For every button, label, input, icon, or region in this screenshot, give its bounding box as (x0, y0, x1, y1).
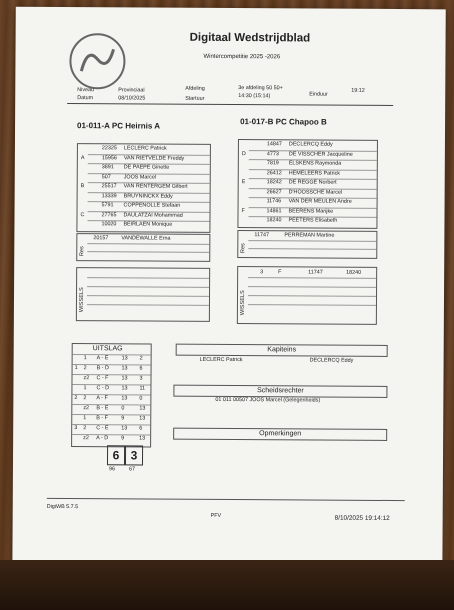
home-player-id: 10020 (101, 221, 117, 228)
away-team-name: 01-017-B PC Chapoo B (240, 117, 327, 127)
home-reserve-name: VANDEWALLE Erna (121, 235, 171, 242)
home-player-name: DE PAEPE Ginette (123, 164, 170, 171)
uitslag-match: C - D (96, 385, 110, 392)
away-player-id: 14847 (266, 141, 282, 148)
away-reserve-label: Res (240, 243, 247, 254)
home-reserve-label: Res (79, 246, 86, 257)
uitslag-away-score: 6 (139, 365, 143, 372)
home-player-name: VAN RENTERGEM Gilbert (123, 183, 188, 190)
uitslag-away-score: 13 (139, 415, 146, 422)
away-reserve-id: 11747 (254, 232, 269, 239)
opmerkingen-header: Opmerkingen (173, 428, 387, 441)
uitslag-home-score: 13 (121, 375, 128, 382)
datum-label: Datum (77, 95, 94, 102)
away-player-name: HEMELEERS Patrick (288, 169, 341, 177)
home-player-name: COPPENOLLE Stefaan (123, 202, 181, 209)
away-player-group: E (241, 179, 246, 186)
away-lineup-table (237, 139, 378, 229)
away-player-id: 18240 (266, 217, 282, 224)
startuur-label: Startuur (185, 95, 205, 102)
home-player-id: 15956 (101, 154, 117, 161)
away-player-name: DECLERCQ Eddy (288, 141, 333, 148)
away-wissels-box (237, 266, 377, 325)
away-player-name: PEETERS Elisabeth (288, 217, 338, 224)
wissel-out-id: 18240 (346, 269, 362, 276)
home-player-id: 22325 (101, 145, 117, 152)
startuur-value: 14:30 (15:14) (238, 93, 271, 100)
wissel-number: 3 (260, 269, 264, 276)
home-player-name: VAN RIETVELDE Freddy (123, 154, 185, 162)
uitslag-away-score: 0 (139, 395, 143, 402)
uitslag-game: z2 (83, 375, 90, 382)
datum-value: 08/10/2025 (118, 95, 146, 102)
uitslag-home-score: 9 (121, 415, 125, 422)
home-wissels-label: WISSELS (78, 287, 86, 313)
uitslag-game: z2 (83, 405, 90, 412)
home-player-name: LECLERC Patrick (123, 145, 167, 152)
home-player-id: 13339 (101, 192, 117, 199)
wissel-in-id: 11747 (308, 269, 323, 276)
away-player-name: DE REGGE Norbert (288, 179, 337, 186)
uitslag-game: 2 (83, 365, 87, 372)
home-reserve-box (76, 233, 210, 262)
uitslag-match: C - F (96, 375, 109, 382)
niveau-value: Provinciaal (118, 87, 145, 94)
uitslag-game: 1 (83, 355, 87, 362)
uitslag-round: 3 (74, 425, 78, 432)
scheidsrechter-value: 01 011 00507 JOOS Marcel (Gelegenheids) (215, 396, 321, 404)
home-total-score: 6 (107, 445, 125, 465)
away-player-name: DE VISSCHER Jacqueline (288, 150, 353, 158)
afdeling-label: Afdeling (185, 85, 205, 92)
away-captain: DECLERCQ Eddy (309, 357, 354, 364)
uitslag-away-score: 2 (139, 355, 143, 362)
wissel-letter: F (278, 269, 282, 276)
home-lineup-table (76, 143, 211, 233)
afdeling-value: 3e afdeling 50 50+ (238, 85, 283, 92)
home-team-name: 01-011-A PC Heirnis A (77, 121, 161, 131)
away-reserve-name: PERREMAN Martine (284, 232, 335, 239)
away-points: 67 (128, 466, 135, 473)
uitslag-round: 2 (74, 395, 78, 402)
home-player-id: 25517 (101, 183, 117, 190)
away-player-name: ELSKENS Raymonda (288, 160, 342, 167)
uitslag-table (71, 343, 152, 447)
page-title: Digitaal Wedstrijdblad (189, 31, 311, 45)
uitslag-away-score: 13 (139, 435, 146, 442)
uitslag-away-score: 11 (139, 385, 146, 392)
uitslag-home-score: 0 (121, 405, 125, 412)
uitslag-home-score: 13 (121, 395, 128, 402)
footer-timestamp: 8/10/2025 19:14:12 (334, 514, 390, 522)
uitslag-match: B - F (96, 415, 108, 422)
home-points: 96 (108, 466, 115, 473)
uitslag-game: 2 (83, 395, 87, 402)
away-player-id: 14861 (266, 207, 282, 214)
home-player-name: DAULATZAI Mohammad (123, 211, 183, 219)
home-player-name: BEIRLAEN Monique (123, 221, 173, 228)
bottom-shadow (0, 560, 454, 610)
footer-version: DigiWB 5.7.5 (46, 503, 79, 511)
uitslag-home-score: 13 (121, 425, 128, 432)
niveau-label: Niveau (77, 87, 95, 94)
footer-divider (47, 498, 405, 501)
uitslag-match: B - D (96, 365, 109, 372)
away-total-score: 3 (125, 445, 143, 465)
kapiteins-header: Kapiteins (176, 344, 388, 357)
uitslag-home-score: 13 (121, 355, 128, 362)
uitslag-home-score: 13 (121, 385, 128, 392)
away-wissels-label: WISSELS (239, 290, 247, 316)
away-player-id: 26412 (266, 169, 282, 176)
away-player-name: D'HOOSSCHE Marcel (288, 188, 343, 196)
uitslag-match: A - D (96, 435, 109, 442)
uitslag-match: A - E (96, 355, 109, 362)
home-reserve-id: 20157 (93, 235, 109, 242)
competition-subtitle: Wintercompetitie 2025 -2026 (203, 53, 281, 61)
away-player-id: 18242 (266, 179, 282, 186)
uitslag-home-score: 13 (121, 365, 128, 372)
uitslag-game: 2 (83, 425, 87, 432)
home-player-id: 27765 (101, 211, 117, 218)
home-player-id: 507 (101, 173, 111, 180)
einduur-value: 19:12 (351, 87, 365, 94)
away-player-id: 26627 (266, 188, 282, 195)
away-player-id: 4773 (266, 150, 279, 157)
home-player-id: 3891 (101, 164, 114, 171)
federation-logo (69, 33, 125, 89)
uitslag-away-score: 13 (139, 405, 146, 412)
uitslag-game: 1 (83, 415, 87, 422)
home-player-group: B (80, 183, 85, 190)
uitslag-round: 1 (74, 365, 78, 372)
home-player-group: C (80, 211, 85, 218)
uitslag-match: B - E (96, 405, 109, 412)
einduur-label: Einduur (309, 91, 328, 98)
uitslag-title: UITSLAG (92, 345, 123, 353)
uitslag-match: A - F (96, 395, 108, 402)
home-player-group: A (80, 154, 85, 161)
away-player-id: 7819 (266, 160, 279, 167)
home-player-id: 5791 (101, 202, 114, 209)
home-wissels-box (76, 267, 210, 322)
uitslag-game: z2 (83, 435, 89, 442)
footer-center: PFV (210, 512, 222, 519)
uitslag-game: 1 (83, 385, 87, 392)
home-captain: LECLERC Patrick (199, 356, 243, 364)
away-player-group: F (241, 207, 245, 214)
header-divider (67, 103, 393, 106)
uitslag-away-score: 3 (139, 375, 143, 382)
away-player-group: D (241, 150, 246, 157)
away-reserve-box (237, 230, 377, 259)
home-player-name: JOOS Marcel (123, 173, 157, 181)
scheidsrechter-header: Scheidsrechter (173, 385, 387, 398)
uitslag-home-score: 9 (121, 435, 125, 442)
home-player-name: BRUYNINCKX Eddy (123, 192, 173, 200)
away-player-name: VAN DER MEULEN Andre (288, 198, 352, 205)
away-player-name: BEERENS Marijke (288, 207, 334, 215)
uitslag-away-score: 6 (139, 425, 143, 432)
score-sheet-paper (12, 7, 446, 590)
away-player-id: 11746 (266, 198, 282, 205)
uitslag-match: C - E (96, 425, 109, 432)
